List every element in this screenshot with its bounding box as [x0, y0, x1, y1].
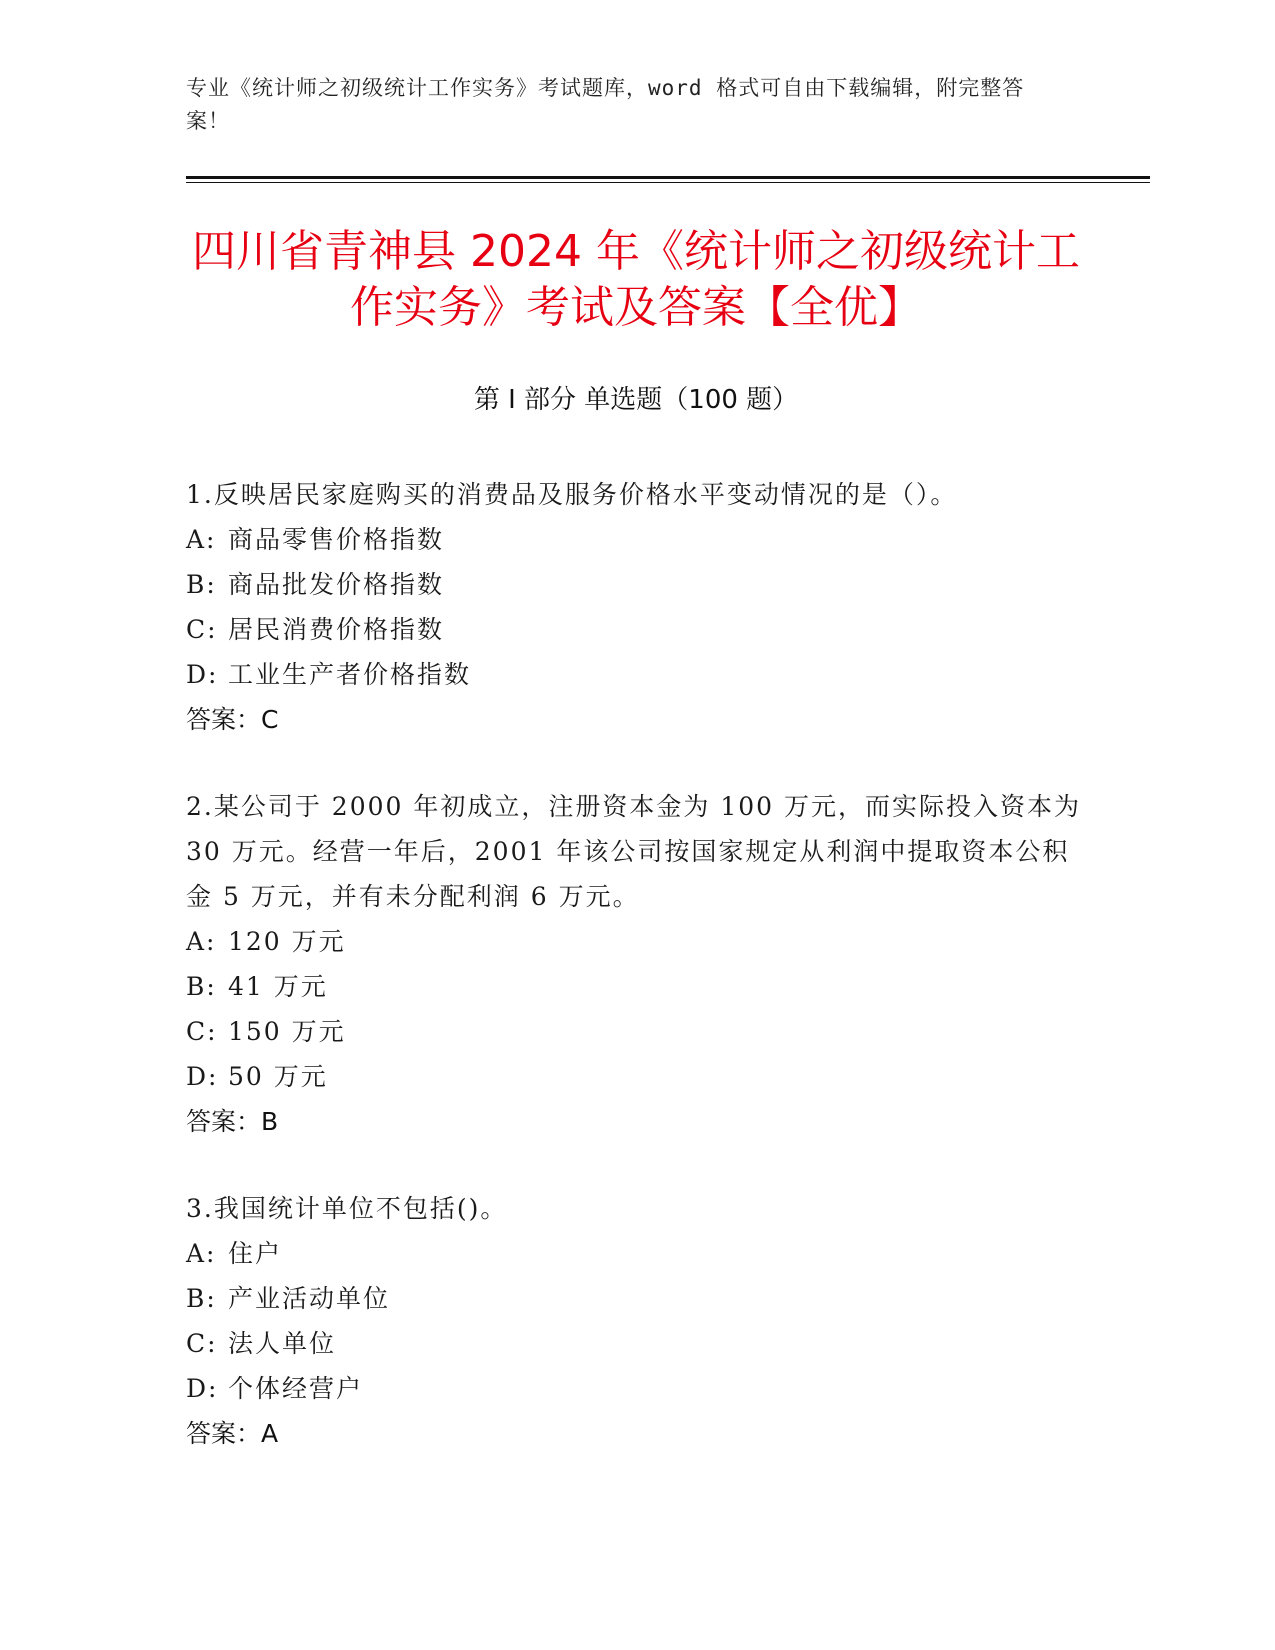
option-c	[186, 1321, 1086, 1366]
option-letter: A:	[186, 1239, 217, 1268]
option-text: 居民消费价格指数	[228, 615, 445, 644]
option-b	[186, 1276, 1086, 1321]
option-letter: B:	[186, 1284, 217, 1313]
option-letter: A:	[186, 525, 217, 554]
question-3	[186, 1186, 1086, 1456]
option-a	[186, 517, 1086, 562]
option-c	[186, 607, 1086, 652]
question-stem: 1.反映居民家庭购买的消费品及服务价格水平变动情况的是（）。	[186, 480, 958, 509]
header-note: 专业《统计师之初级统计工作实务》考试题库，word 格式可自由下载编辑，附完整答案！	[186, 76, 1025, 133]
option-letter: A:	[186, 927, 217, 956]
option-text: 产业活动单位	[228, 1284, 391, 1313]
option-a	[186, 1231, 1086, 1276]
question-1	[186, 472, 1086, 742]
option-b	[186, 964, 1086, 1009]
option-text: 个体经营户	[228, 1374, 364, 1403]
option-letter: C:	[186, 615, 218, 644]
option-letter: D:	[186, 660, 219, 689]
option-text: 150 万元	[228, 1017, 346, 1046]
option-letter: B:	[186, 570, 217, 599]
option-d	[186, 1366, 1086, 1411]
option-text: 法人单位	[228, 1329, 337, 1358]
option-c	[186, 1009, 1086, 1054]
option-text: 住户	[228, 1239, 283, 1268]
header-divider-thin	[186, 182, 1150, 183]
option-text: 50 万元	[228, 1062, 328, 1091]
option-text: 商品批发价格指数	[228, 570, 445, 599]
option-letter: C:	[186, 1329, 218, 1358]
option-d	[186, 1054, 1086, 1099]
question-stem: 2.某公司于 2000 年初成立，注册资本金为 100 万元，而实际投入资本为 30 万元。经营一年后，2001 年该公司按国家规定从利润中提取资本公积金 5 万元，并有未分配利润 6 万元。	[186, 792, 1081, 911]
option-letter: C:	[186, 1017, 218, 1046]
section-title: 第 I 部分 单选题（100 题）	[473, 385, 799, 415]
option-text: 商品零售价格指数	[228, 525, 445, 554]
option-text: 120 万元	[228, 927, 346, 956]
answer-line: 答案：B	[186, 1107, 279, 1136]
question-list	[186, 472, 1086, 1498]
option-b	[186, 562, 1086, 607]
option-text: 工业生产者价格指数	[228, 660, 472, 689]
answer-line: 答案：C	[186, 705, 279, 734]
option-letter: D:	[186, 1374, 219, 1403]
option-d	[186, 652, 1086, 697]
question-2	[186, 784, 1086, 1144]
answer-line: 答案：A	[186, 1419, 279, 1448]
document-title	[176, 224, 1096, 336]
option-letter: D:	[186, 1062, 219, 1091]
option-a	[186, 919, 1086, 964]
question-stem: 3.我国统计单位不包括()。	[186, 1194, 508, 1223]
option-letter: B:	[186, 972, 217, 1001]
document-title-line-2: 作实务》考试及答案【全优】	[350, 282, 922, 333]
option-text: 41 万元	[228, 972, 328, 1001]
document-title-line-1: 四川省青神县 2024 年《统计师之初级统计工	[192, 226, 1080, 277]
header-divider-thick	[186, 176, 1150, 179]
